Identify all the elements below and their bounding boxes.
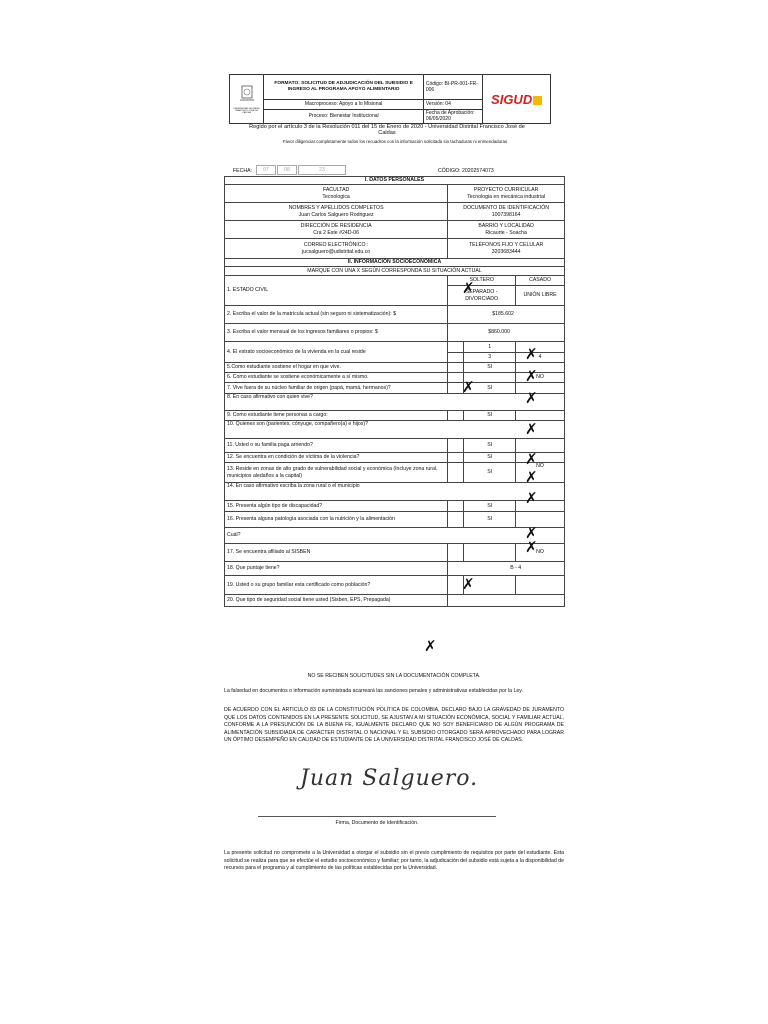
x-mark-estrato-2: ✗ <box>525 345 538 363</box>
q2-value[interactable] <box>448 306 565 324</box>
x-mark-q11-no: ✗ <box>525 450 538 468</box>
q8-label[interactable]: 8. En caso afirmativo con quien vive? <box>225 394 565 411</box>
q19-blank-3[interactable] <box>516 576 565 595</box>
q3-value[interactable] <box>448 324 565 342</box>
x-mark-q15-no: ✗ <box>525 524 538 542</box>
x-mark-q6-si: ✗ <box>462 378 475 396</box>
documento-label: DOCUMENTO DE IDENTIFICACIÓN <box>463 205 550 212</box>
fecha-day-field[interactable]: 07 <box>256 165 276 175</box>
q16-no[interactable] <box>516 512 565 528</box>
q17-label: 17. Se encuentra afiliado al SISBEN <box>225 544 448 562</box>
signature-line <box>258 816 496 817</box>
handwritten-signature: Juan Salguero. <box>300 766 479 791</box>
marque-text: MARQUE CON UNA X SEGÚN CORRESPONDA SU SITUACIÓN ACTUAL <box>225 267 565 276</box>
cual-label[interactable]: Cuál? <box>225 528 565 544</box>
x-mark-q12-no: ✗ <box>525 468 538 486</box>
proyecto-label: PROYECTO CURRICULAR <box>473 187 539 194</box>
correo-value: jucsalguero@udistrital.edu.co <box>302 248 371 255</box>
q16-si[interactable]: SI <box>464 512 516 528</box>
fecha-month-field[interactable]: 08 <box>277 165 297 175</box>
q3-amount: $860.000 <box>488 329 510 336</box>
facultad-value: Tecnologica <box>322 193 350 200</box>
estrato-4[interactable]: 4 <box>516 353 565 363</box>
q11-label: 11. Usted o su familia paga arriendo? <box>225 439 448 453</box>
x-mark-q9-no: ✗ <box>525 420 538 438</box>
codigo-label: CÓDIGO: <box>438 168 461 174</box>
x-mark-q13-no: ✗ <box>525 489 538 507</box>
q11-si[interactable]: SI <box>464 439 516 453</box>
q15-label: 15. Presenta algún tipo de discapacidad? <box>225 501 448 512</box>
q20-value[interactable] <box>448 595 565 607</box>
q12-si[interactable]: SI <box>464 453 516 463</box>
declaracion-text: DE ACUERDO CON EL ARTICULO 83 DE LA CONSTITUCIÓN POLÍTICA DE COLOMBIA, DECLARO BAJO LA GRAVEDAD DE JURAMENTO QUE LOS DATOS CONTENIDOS EN LA PRESENTE SOLICITUD, SE AJUSTAN A MI SITUACIÓN ECONÓMICA, SOCIAL Y FAMILIAR ACTUAL, CONFORME A LA PRESUNCIÓN DE LA BUENA FE, IGUALMENTE DECLARO QUE NO SOY BENEFICIARIO DE ALGÚN PROGRAMA DE ALIMENTACIÓN SUBSIDIADA DE CARÁCTER DISTRITAL O NACIONAL Y EL SUBSIDIO OTORGADO SERÁ APROVECHADO PARA LOGRAR UN ÓPTIMO DESEMPEÑO EN CALIDAD DE ESTUDIANTE DE LA UNIVERSIDAD DISTRITAL FRANCISCO JOSÉ DE CALDAS. <box>224 707 564 744</box>
direccion-label: DIRECCIÓN DE RESIDENCIA <box>300 223 372 230</box>
fecha-aprobacion: Fecha de Aprobación: 06/05/2020 <box>423 109 482 123</box>
q16-label: 16. Presenta alguna patología asociada con la nutrición y la alimentación <box>225 512 448 528</box>
correo-cell <box>225 239 448 259</box>
q10-label[interactable]: 10. Quienes son (parientes, cónyuge, compañero(a) e hijos)? <box>225 421 565 439</box>
estrato-3[interactable]: 3 <box>464 353 516 363</box>
union-option[interactable]: UNIÓN LIBRE <box>516 286 565 306</box>
fecha-year-field[interactable]: 23 <box>298 165 346 175</box>
q15-si[interactable]: SI <box>464 501 516 512</box>
form-table <box>224 176 565 607</box>
form-title: FORMATO: SOLICITUD DE ADJUDICACIÓN DEL SUBSIDIO E INGRESO AL PROGRAMA APOYO ALIMENTARIO <box>264 75 423 100</box>
q4-spacer <box>448 342 464 353</box>
q18-label: 18. Que puntaje tiene? <box>225 562 448 576</box>
q7-label: 7. Vive fuera de su núcleo familiar de origen (papá, mamá, hermanos)? <box>225 383 448 394</box>
q11-no[interactable] <box>516 439 565 453</box>
facultad-cell <box>225 185 448 203</box>
regido-text: Regido por el artículo 3 de la Resolución 011 del 15 de Enero de 2020 - Universidad Distrital Francisco José de Caldas <box>249 124 525 136</box>
proyecto-cell <box>448 185 565 203</box>
telefono-value: 3203683444 <box>491 248 521 255</box>
telefono-label: TELÉFONOS FIJO Y CELULAR <box>469 242 544 249</box>
favor-text: Favor diligenciar completamente todos los recuadros con la información solicitada sin tachaduras ni enmendaduras <box>282 139 508 144</box>
direccion-cell <box>225 221 448 239</box>
q4-spacer-2 <box>448 353 464 363</box>
university-seal-icon <box>236 84 258 106</box>
version: Versión: 04 <box>423 99 482 109</box>
barrio-value: Ricaurte - Soacha <box>485 229 527 236</box>
q14-label[interactable]: 14. En caso afirmativo escriba la zona rural o el municipio <box>225 483 565 501</box>
q20-label: 20. Que tipo de seguridad social tiene usted (Sisben, EPS, Prepagada) <box>225 595 448 607</box>
falsedad-text: La falsedad en documentos o información suministrada acarreará las sanciones penales y administrativas establecidas por la Ley. <box>224 688 523 694</box>
q5-no[interactable] <box>516 363 565 373</box>
q5-label: 5.Como estudiante sostiene el hogar en que vive. <box>225 363 448 373</box>
correo-label: CORREO ELECTRÓNICO : <box>303 242 369 249</box>
no-reciben-text: NO SE RECIBEN SOLICITUDES SIN LA DOCUMENTACIÓN COMPLETA. <box>307 673 481 679</box>
q9-no[interactable] <box>516 411 565 421</box>
x-mark-q19: ✗ <box>424 637 437 655</box>
nombre-cell <box>225 203 448 221</box>
x-mark-soltero: ✗ <box>462 279 475 297</box>
telefono-cell <box>448 239 565 259</box>
macroproceso: Macroproceso: Apoyo a lo Misional <box>264 99 423 109</box>
codigo-value: 20202574073 <box>462 168 494 174</box>
x-mark-q17-si: ✗ <box>462 575 475 593</box>
university-logo-text: UNIVERSIDAD DISTRITAL FRANCISCO JOSÉ DE CALDAS <box>233 107 260 115</box>
q17-si[interactable] <box>464 544 516 562</box>
q19-label: 19. Usted o su grupo familiar esta certificado como población? <box>225 576 448 595</box>
q9-label: 9. Como estudiante tiene personas a cargo: <box>225 411 448 421</box>
q12-label: 12. Se encuentra en condición de víctima de la violencia? <box>225 453 448 463</box>
university-logo <box>230 75 264 124</box>
q7-no[interactable] <box>516 383 565 394</box>
firma-label: Firma, Documento de Identificación. <box>335 820 419 826</box>
q3-label: 3. Escriba el valor mensual de los ingresos familiares o propios: $ <box>225 324 448 342</box>
separado-option[interactable]: SEPARADO - DIVORCIADO <box>448 286 516 306</box>
q13-label: 13. Reside en zonas de alto grado de vulnerabilidad social y económica (Incluye zona rural, municipios aledaños a la capital) <box>225 463 448 483</box>
q2-amount: $185.602 <box>492 311 514 318</box>
q12-no[interactable] <box>516 453 565 463</box>
estrato-2[interactable] <box>516 342 565 353</box>
x-mark-q7-no: ✗ <box>525 389 538 407</box>
nombre-label: NOMBRES Y APELLIDOS COMPLETOS <box>288 205 384 212</box>
q4-label: 4. El estrato socioeconómico de la vivienda en la cual reside <box>225 342 448 363</box>
casado-option[interactable]: CASADO <box>516 276 565 286</box>
facultad-label: FACULTAD <box>322 187 350 194</box>
nombre-value: Juan Carlos Salguero Rodriguez <box>298 211 374 218</box>
sigud-logo <box>483 75 551 124</box>
q17-no[interactable]: NO <box>516 544 565 562</box>
q5-si[interactable]: SI <box>464 363 516 373</box>
proceso: Proceso: Bienestar Institucional <box>264 109 423 123</box>
q18-value[interactable] <box>448 562 565 576</box>
direccion-value: Cra 2 Este #24D-06 <box>313 229 360 236</box>
q15-no[interactable] <box>516 501 565 512</box>
socioeconomica-heading: II. INFORMACIÓN SOCIOECONÓMICA <box>225 259 565 267</box>
q13-si[interactable]: SI <box>464 463 516 483</box>
check-badge-icon <box>533 96 542 105</box>
sigud-brand: SIGUD <box>491 91 533 107</box>
compromete-text: La presente solicitud no compromete a la Universidad a otorgar el subsidio sin el previo cumplimiento de requisitos por parte del estudiante. Esta solicitud se realiza para que se efectúe el estudio socioeconómico y familiar; por tanto, la adjudicación del subsidio está sujeta a la disponibilidad de recursos para el programa y al cumplimiento de las políticas establecidas por la Universidad. <box>224 850 564 872</box>
documento-cell <box>448 203 565 221</box>
estrato-1[interactable]: 1 <box>464 342 516 353</box>
q2-label: 2. Escriba el valor de la matrícula actual (sin seguro ni sistematización): $ <box>225 306 448 324</box>
barrio-label: BARRIO Y LOCALIDAD <box>478 223 534 230</box>
soltero-option[interactable]: SOLTERO <box>448 276 516 286</box>
header-table <box>229 74 551 124</box>
barrio-cell <box>448 221 565 239</box>
x-mark-q5-no: ✗ <box>525 367 538 385</box>
proyecto-value: Tecnologia en mecánica industrial <box>467 193 546 200</box>
q1-label: 1. ESTADO CIVIL <box>225 276 448 306</box>
documento-value: 1007398164 <box>491 211 521 218</box>
form-code: Código: BI-PR-001-FR-006 <box>423 75 482 100</box>
q9-si[interactable]: SI <box>464 411 516 421</box>
q13-no[interactable]: NO <box>516 463 565 483</box>
fecha-label: FECHA: <box>233 168 253 174</box>
q6-label: 6. Como estudiante se sostiene económicamente a sí mismo. <box>225 373 448 383</box>
q18-score: B - 4 <box>510 565 522 572</box>
datos-personales-heading: I. DATOS PERSONALES <box>225 177 565 185</box>
q7-si[interactable]: SI <box>464 383 516 394</box>
x-mark-q16-no: ✗ <box>525 538 538 556</box>
q6-no[interactable]: NO <box>516 373 565 383</box>
